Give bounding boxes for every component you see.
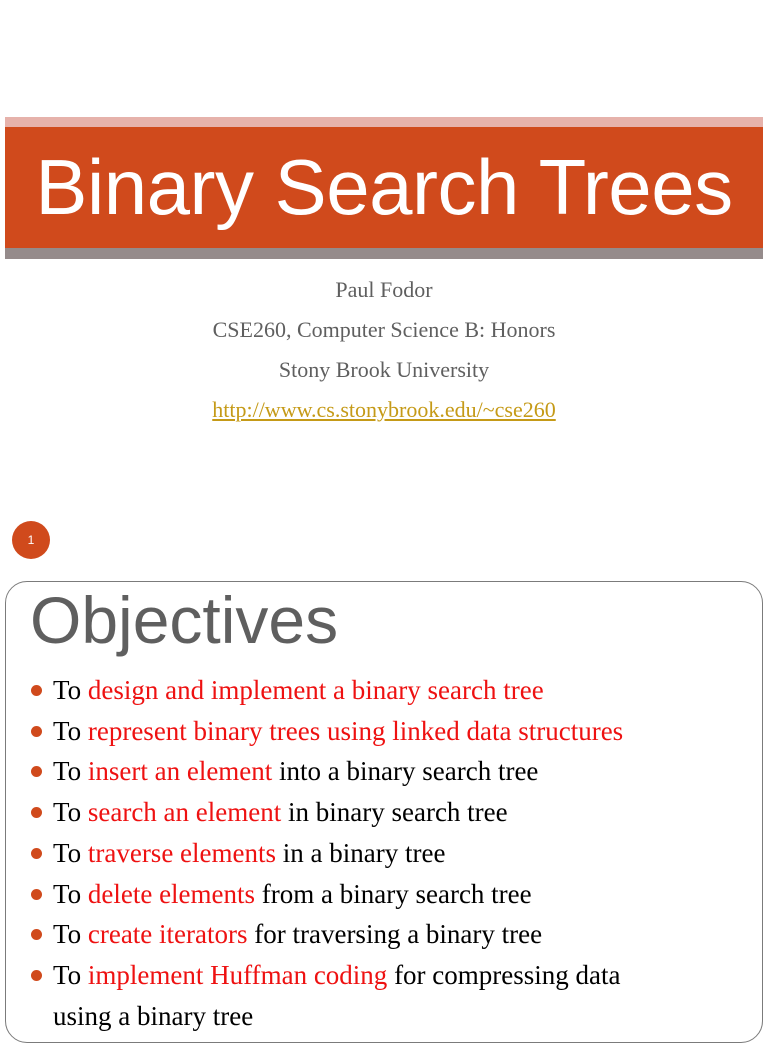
bullet-icon [31, 889, 42, 900]
course-url-link[interactable]: http://www.cs.stonybrook.edu/~cse260 [212, 397, 556, 422]
item-continuation: using a binary tree [53, 1000, 254, 1031]
bullet-icon [31, 929, 42, 940]
list-item [31, 792, 751, 833]
objectives-title: Objectives [30, 583, 339, 657]
item-highlight: design and implement a binary search tree [87, 675, 544, 705]
item-suffix: for compressing data [387, 959, 621, 990]
course-name: CSE260, Computer Science B: Honors [212, 317, 556, 342]
list-item [31, 751, 751, 792]
item-prefix: To [53, 919, 88, 950]
page-number-badge: 1 [12, 521, 50, 559]
item-prefix: To [53, 756, 88, 787]
objectives-slide [5, 581, 763, 1043]
item-highlight: implement Huffman coding [87, 959, 388, 990]
subtitle-block [0, 270, 768, 430]
item-highlight: create iterators [87, 919, 248, 950]
item-suffix: for traversing a binary tree [247, 919, 543, 950]
slide-title: Binary Search Trees [35, 143, 733, 231]
item-prefix: To [53, 959, 88, 990]
item-highlight: delete elements [87, 878, 256, 909]
item-suffix: from a binary search tree [255, 878, 532, 909]
university-name: Stony Brook University [278, 357, 490, 382]
bullet-icon [31, 726, 42, 737]
list-item [31, 670, 751, 711]
bullet-icon [31, 848, 42, 859]
item-highlight: traverse elements [87, 837, 277, 868]
item-suffix: in a binary tree [276, 837, 446, 868]
list-item [31, 874, 751, 915]
title-band-top-stripe [5, 117, 763, 127]
item-prefix: To [53, 797, 88, 828]
objectives-list [31, 670, 751, 1036]
item-prefix: To [53, 715, 88, 746]
bullet-icon [31, 766, 42, 777]
title-band-bottom-stripe [5, 248, 763, 259]
list-item [31, 955, 751, 1036]
item-suffix: into a binary search tree [272, 756, 539, 787]
bullet-icon [31, 807, 42, 818]
item-prefix: To [53, 675, 88, 705]
bullet-icon [31, 970, 42, 981]
author-name: Paul Fodor [335, 277, 433, 302]
item-highlight: represent binary trees using linked data structures [87, 715, 624, 746]
item-prefix: To [53, 837, 88, 868]
list-item [31, 914, 751, 955]
list-item [31, 711, 751, 752]
item-highlight: insert an element [87, 756, 273, 787]
list-item [31, 833, 751, 874]
item-prefix: To [53, 878, 88, 909]
item-highlight: search an element [87, 797, 282, 828]
bullet-icon [31, 685, 42, 696]
item-suffix: in binary search tree [281, 797, 508, 828]
